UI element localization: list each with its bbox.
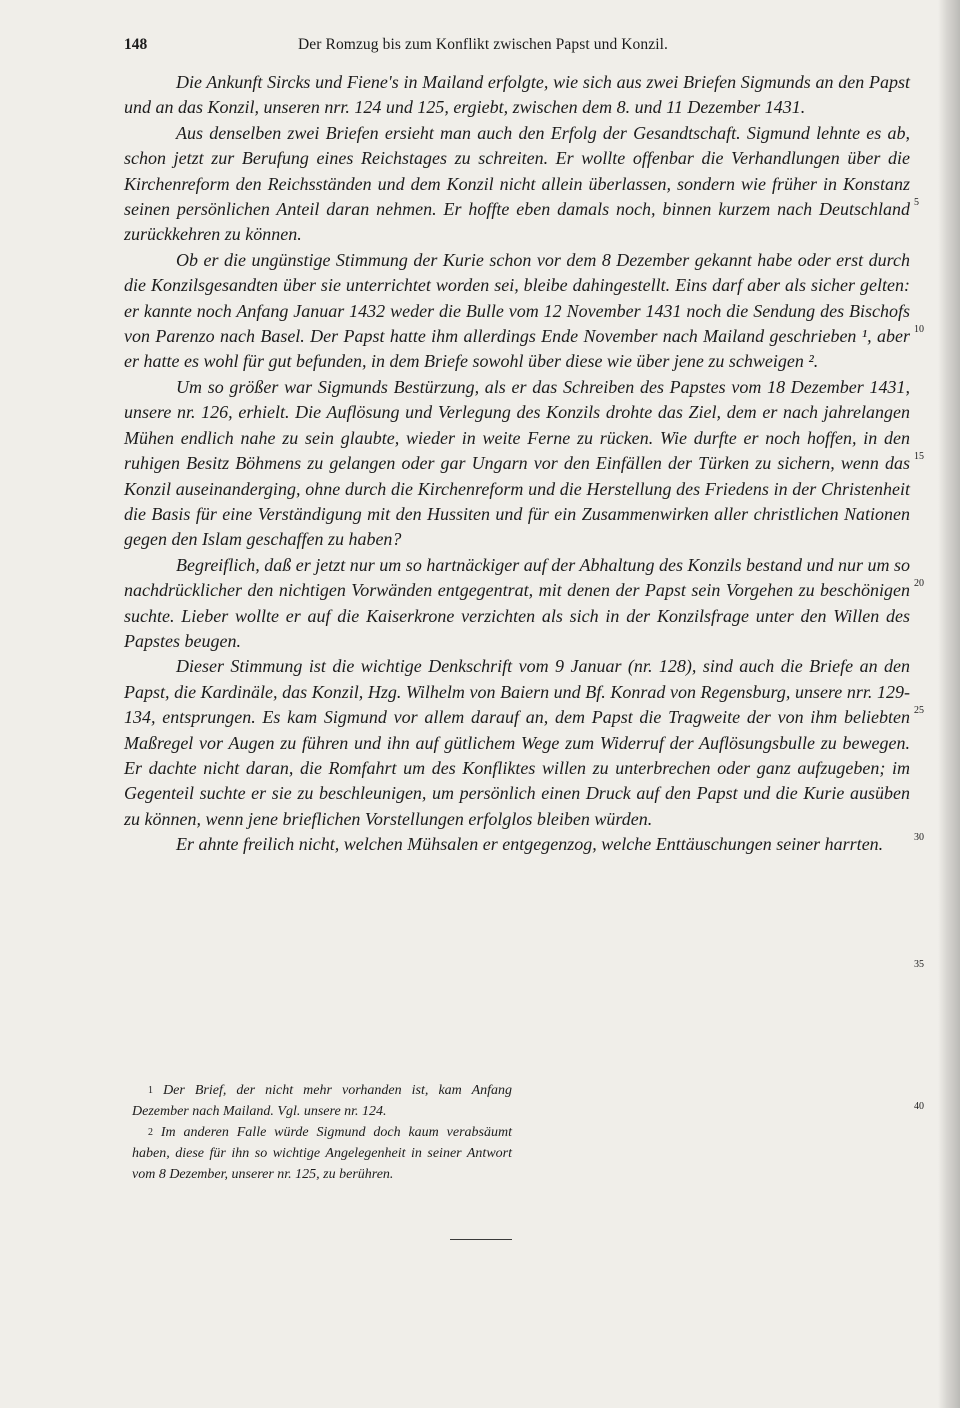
line-number: 5	[914, 197, 919, 208]
paragraph: Dieser Stimmung ist die wichtige Denkschrift vom 9 Januar (nr. 128), sind auch die Briefe an den Papst, die Kardinäle, das Konzil, Hzg. Wilhelm von Baiern und Bf. Konrad von Regensburg, unsere nrr. 129-134, entsprungen. Es kam Sigmund vor allem darauf an, dem Papst die Tragweite der von ihm beliebten Maßregel vor Augen zu führen und ihn auf gütlichem Wege zum Widerruf der Auflösungsbulle zu bewegen. Er dachte nicht daran, die Romfahrt um des Konfliktes willen zu unterbrechen oder ganz aufzugeben; im Gegenteil suchte er sie zu beschleunigen, um persönlich einen Druck auf den Papst und die Kurie ausüben zu können, wenn jene brieflichen Vorstellungen erfolglos bleiben würden.	[124, 656, 910, 829]
line-number: 30	[914, 832, 924, 843]
footnote-text: Im anderen Falle würde Sigmund doch kaum verabsäumt haben, diese für ihn so wichtige Angelegenheit in seiner Antwort vom 8 Dezember, unserer nr. 125, zu berühren.	[132, 1125, 512, 1182]
paragraph: Aus denselben zwei Briefen ersieht man auch den Erfolg der Gesandtschaft. Sigmund lehnte es ab, schon jetzt zur Berufung eines Reichstages zu schreiten. Er wollte offenbar die Verhandlungen über die Kirchenreform den Reichsständen und dem Konzil nicht allein überlassen, sondern wie früher in Konstanz seinen persönlichen Anteil daran nehmen. Er hoffte eben damals noch, binnen kurzem nach Deutschland zurückkehren zu können.	[124, 122, 910, 245]
line-number: 20	[914, 578, 924, 589]
paragraph: Um so größer war Sigmunds Bestürzung, als er das Schreiben des Papstes vom 18 Dezember 1431, unsere nr. 126, erhielt. Die Auflösung und Verlegung des Konzils drohte das Ziel, dem er nach jahrelangen Mühen endlich nahe zu sein glaubte, wieder in weite Ferne zu rücken. Wie durfte er noch hoffen, in den ruhigen Besitz Böhmens zu gelangen oder gar Ungarn vor den Einfällen der Türken zu sichern, wenn das Konzil auseinanderging, ohne durch die Kirchenreform und die Herstellung des Friedens in der Christenheit die Basis für eine Verständigung mit den Hussiten und für ein Zusammenwirken aller christlichen Nationen gegen den Islam geschaffen zu haben?	[124, 376, 910, 550]
running-title: Der Romzug bis zum Konflikt zwischen Papst und Konzil.	[298, 36, 669, 53]
footnote-2	[132, 1122, 512, 1185]
footnote-column-left	[132, 1080, 512, 1185]
footnote-1	[132, 1080, 512, 1122]
page-number: 148	[124, 36, 148, 53]
page-edge-shadow	[938, 0, 960, 1408]
paragraph: Er ahnte freilich nicht, welchen Mühsalen er entgegenzog, welche Enttäuschungen seiner harrten.	[176, 834, 884, 855]
paragraph: Ob er die ungünstige Stimmung der Kurie schon vor dem 8 Dezember gekannt habe oder erst durch die Konzilsgesandten über sie unterrichtet worden sei, bleibe dahingestellt. Eins darf aber als sicher gelten: er kannte noch Anfang Januar 1432 weder die Bulle vom 12 November 1431 noch die Sendung des Bischofs von Parenzo nach Basel. Der Papst hatte ihm allerdings Ende November nach Mailand geschrieben ¹, aber er hatte es wohl für gut befunden, in dem Briefe sowohl über diese wie über jene zu schweigen ².	[124, 249, 910, 372]
footnote-line-number: 40	[914, 1101, 924, 1112]
line-number: 10	[914, 324, 924, 335]
footnote-marker: 2	[148, 1127, 153, 1138]
footnote-text: Der Brief, der nicht mehr vorhanden ist, kam Anfang Dezember nach Mailand. Vgl. unsere nr. 124.	[132, 1083, 513, 1119]
line-number: 15	[914, 451, 924, 462]
line-number: 25	[914, 705, 924, 716]
paragraph: Die Ankunft Sircks und Fiene's in Mailand erfolgte, wie sich aus zwei Briefen Sigmunds an den Papst und an das Konzil, unseren nrr. 124 und 125, ergiebt, zwischen dem 8. und 11 Dezember 1431.	[124, 72, 910, 118]
page-header	[124, 36, 904, 60]
footnote-marker: 1	[148, 1085, 153, 1096]
end-rule	[450, 1239, 512, 1240]
main-text	[124, 70, 910, 858]
line-number: 35	[914, 959, 924, 970]
paragraph: Begreiflich, daß er jetzt nur um so hartnäckiger auf der Abhaltung des Konzils bestand und nur um so nachdrücklicher den nichtigen Vorwänden entgegentrat, mit denen der Papst sein Vorgehen zu beschönigen suchte. Lieber wollte er auf die Kaiserkrone verzichten als sich in der Konzilsfrage unter den Willen des Papstes beugen.	[124, 554, 910, 651]
